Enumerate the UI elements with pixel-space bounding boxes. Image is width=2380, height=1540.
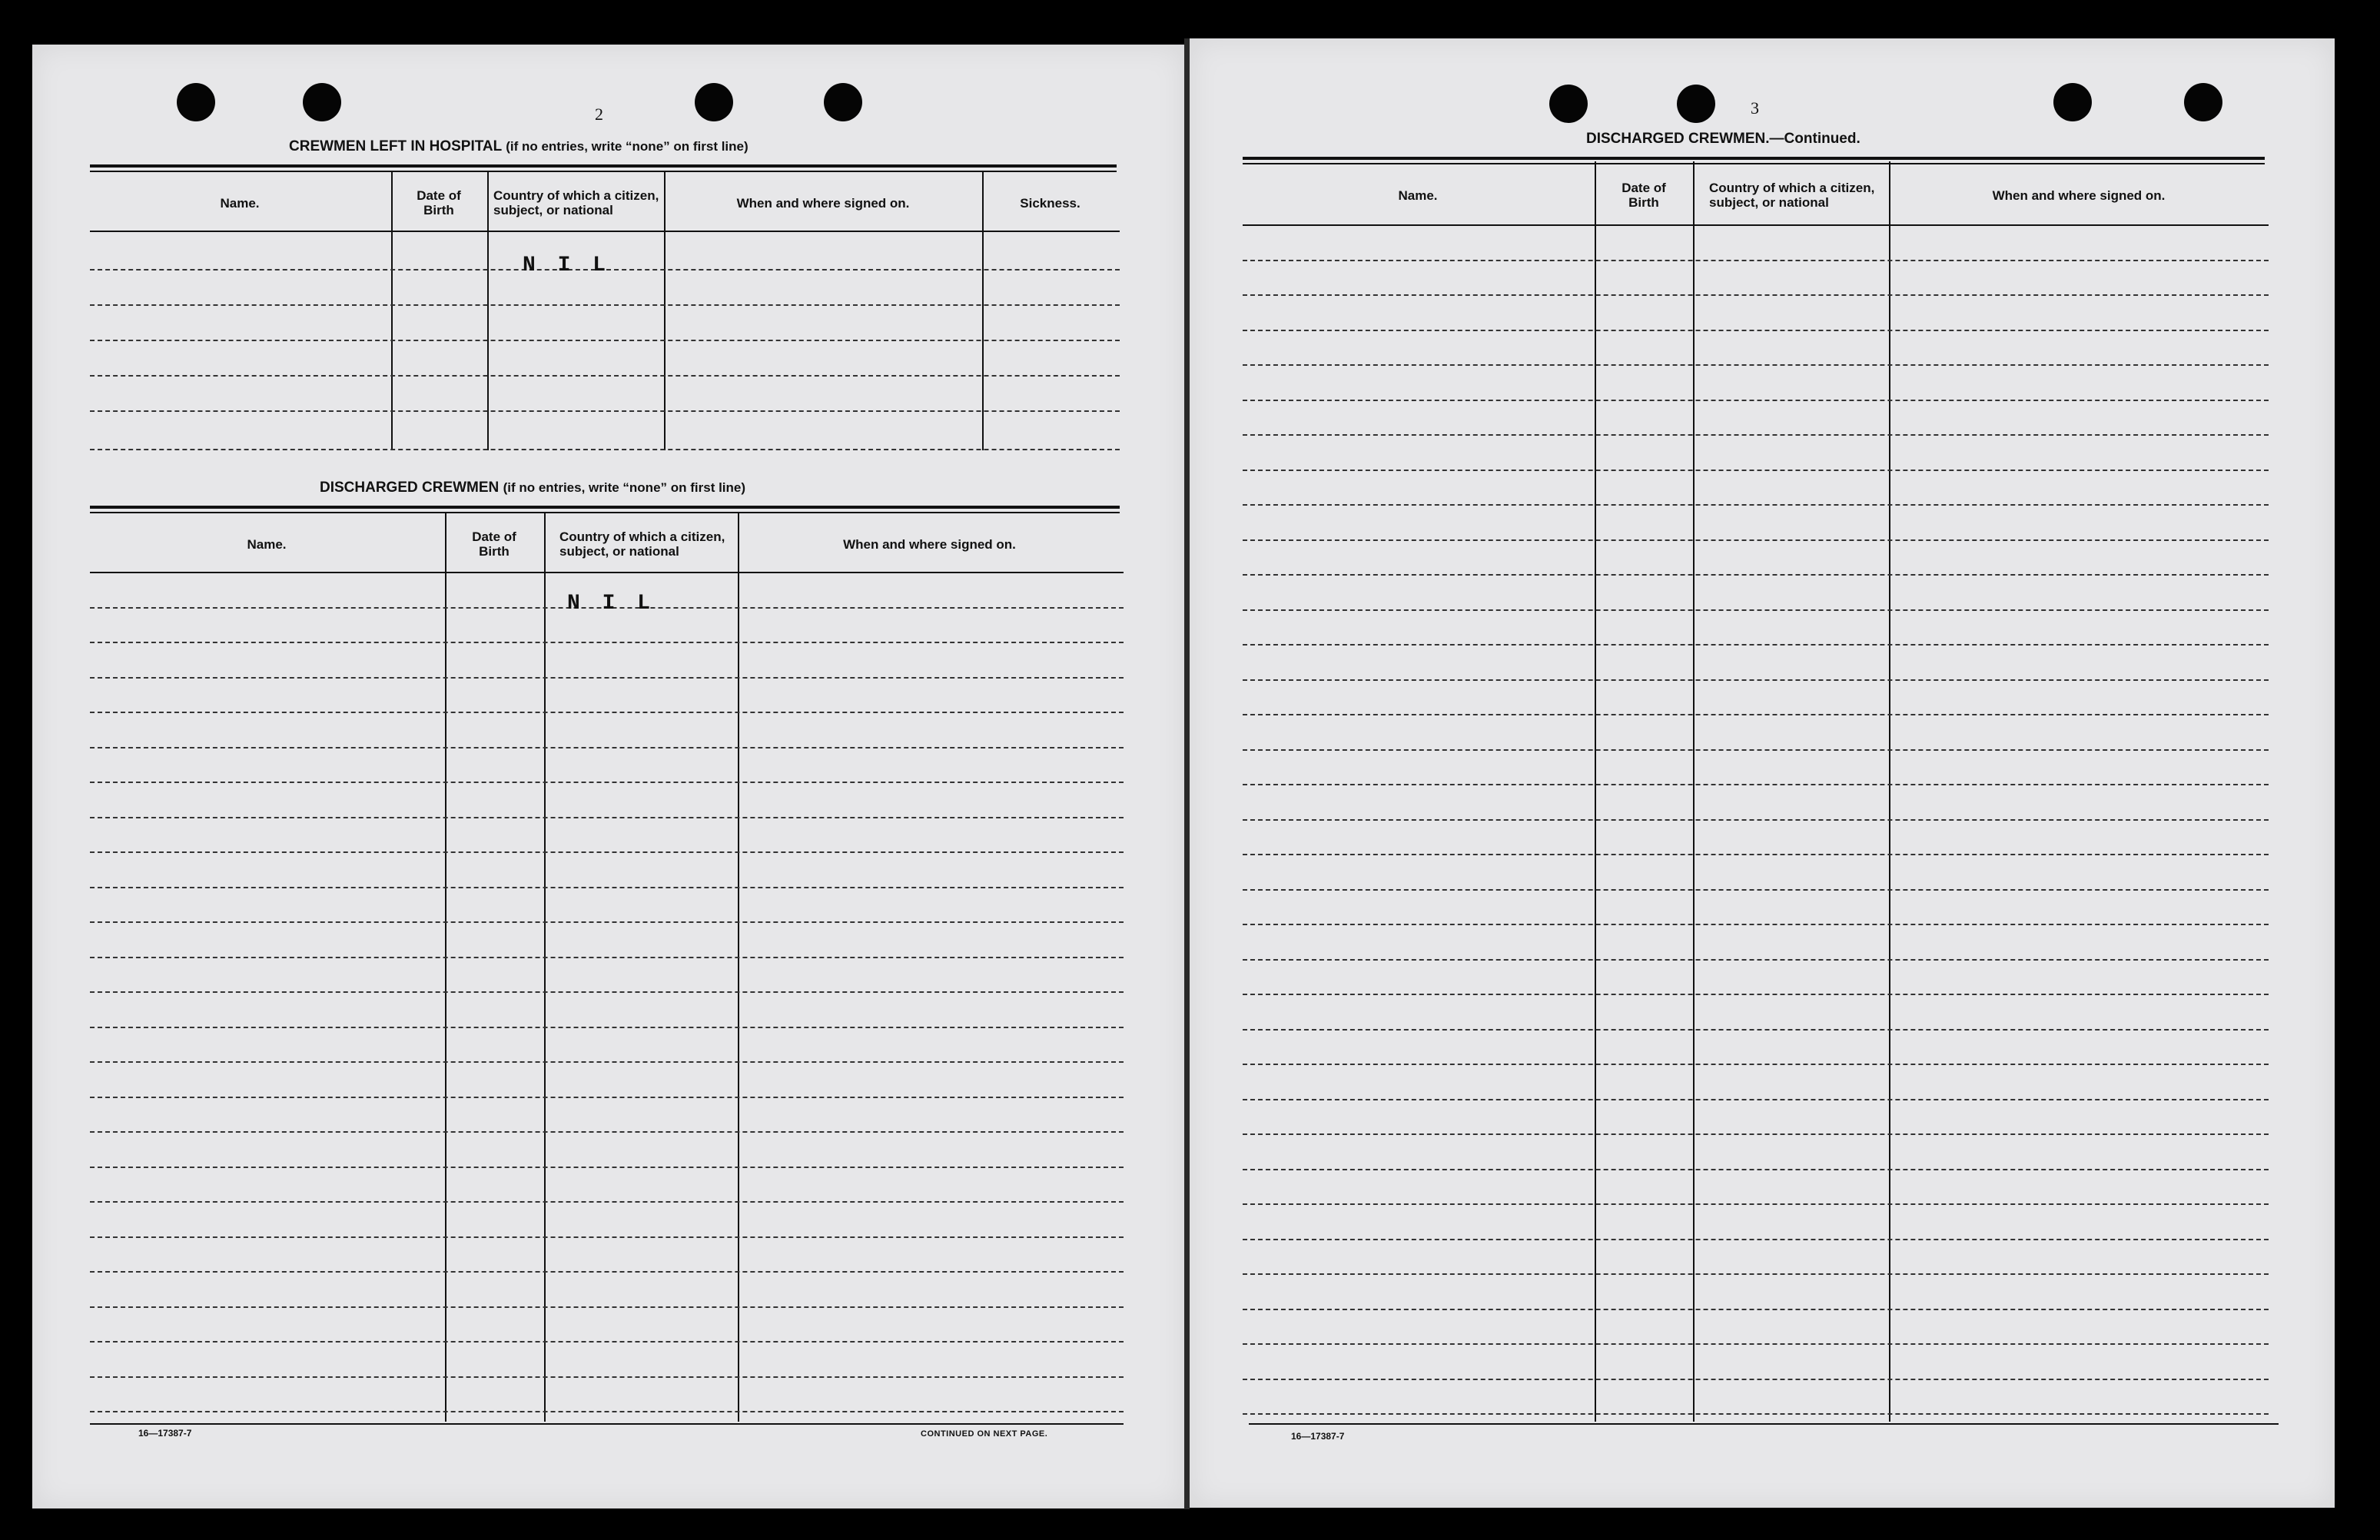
punch-hole — [2053, 83, 2092, 121]
discharged-entry-lines — [90, 572, 1124, 1432]
column-header: Country of which a citizen, subject, or national — [559, 529, 725, 559]
entry-line — [90, 1341, 1124, 1343]
column-header: Country of which a citizen, subject, or national — [1709, 181, 1875, 210]
column-header: Date of Birth — [472, 529, 516, 559]
page-fold — [1184, 38, 1190, 1509]
entry-line — [1243, 714, 2269, 715]
punch-hole — [1549, 85, 1588, 123]
column-header: Date of Birth — [417, 188, 461, 217]
punch-hole — [1677, 85, 1715, 123]
discharged-section-title: DISCHARGED CREWMEN (if no entries, write “none” on first line) — [320, 480, 746, 496]
entry-line — [90, 1271, 1124, 1273]
entry-line — [90, 1027, 1124, 1028]
table-top-rule — [90, 171, 1117, 172]
entry-line — [90, 887, 1124, 888]
entry-line — [90, 304, 1120, 306]
entry-line — [1243, 644, 2269, 646]
punch-hole — [2184, 83, 2222, 121]
form-number: 16—17387-7 — [1291, 1431, 1345, 1442]
discharged-continued-entry-lines — [1243, 224, 2269, 1423]
column-header: Sickness. — [1020, 195, 1080, 211]
discharged-continued-title: DISCHARGED CREWMEN.—Continued. — [1586, 131, 1861, 147]
entry-line — [90, 1306, 1124, 1308]
continued-note: CONTINUED ON NEXT PAGE. — [921, 1429, 1048, 1439]
entry-line — [1243, 819, 2269, 821]
entry-line — [90, 1236, 1124, 1238]
form-number: 16—17387-7 — [138, 1428, 192, 1439]
entry-line — [1243, 679, 2269, 681]
punch-hole — [824, 83, 862, 121]
entry-line — [1243, 434, 2269, 436]
table-top-rule — [1243, 157, 2265, 160]
entry-line — [1243, 1169, 2269, 1170]
table-top-rule — [1243, 163, 2265, 164]
table-top-rule — [90, 164, 1117, 168]
entry-line — [1243, 1343, 2269, 1345]
entry-line — [1243, 330, 2269, 331]
entry-line — [1243, 924, 2269, 925]
table-top-rule — [90, 506, 1120, 509]
entry-line — [90, 712, 1124, 713]
hospital-nil-entry: N I L — [523, 254, 611, 277]
entry-line — [1243, 504, 2269, 506]
entry-line — [1243, 609, 2269, 611]
entry-line — [90, 375, 1120, 377]
entry-line — [1243, 994, 2269, 995]
entry-line — [1243, 889, 2269, 891]
column-header: Name. — [247, 536, 287, 552]
column-header: Name. — [1398, 188, 1438, 203]
entry-line — [90, 1376, 1124, 1378]
entry-line — [90, 1201, 1124, 1203]
punch-hole — [695, 83, 733, 121]
entry-line — [1243, 749, 2269, 751]
entry-line — [90, 677, 1124, 679]
entry-line — [1243, 1239, 2269, 1240]
column-header: Country of which a citizen, subject, or national — [493, 188, 659, 217]
entry-line — [1243, 364, 2269, 366]
entry-line — [1243, 1029, 2269, 1031]
column-header: When and where signed on. — [843, 536, 1016, 552]
entry-line — [1243, 854, 2269, 855]
entry-line — [1243, 784, 2269, 785]
column-header: When and where signed on. — [736, 195, 910, 211]
entry-line — [1243, 260, 2269, 261]
entry-line — [1243, 400, 2269, 401]
entry-line — [90, 782, 1124, 783]
entry-line — [90, 957, 1124, 958]
entry-line — [90, 449, 1120, 450]
page-number: 2 — [595, 105, 603, 124]
table-bottom-rule — [90, 1423, 1124, 1425]
entry-line — [1243, 1309, 2269, 1310]
punch-hole — [177, 83, 215, 121]
column-header: Date of Birth — [1622, 181, 1666, 210]
column-header: Name. — [220, 195, 260, 211]
page-number: 3 — [1751, 98, 1759, 118]
entry-line — [90, 921, 1124, 923]
entry-line — [1243, 1203, 2269, 1205]
entry-line — [1243, 959, 2269, 961]
entry-line — [90, 642, 1124, 643]
entry-line — [90, 1097, 1124, 1098]
table-bottom-rule — [1249, 1423, 2279, 1425]
entry-line — [90, 1131, 1124, 1133]
entry-line — [1243, 539, 2269, 541]
entry-line — [90, 340, 1120, 341]
entry-line — [1243, 1099, 2269, 1100]
hospital-section-title: CREWMEN LEFT IN HOSPITAL (if no entries, write “none” on first line) — [289, 138, 749, 154]
discharged-nil-entry: N I L — [567, 592, 656, 616]
entry-line — [90, 991, 1124, 993]
entry-line — [1243, 1133, 2269, 1135]
entry-line — [1243, 1273, 2269, 1275]
entry-line — [1243, 294, 2269, 296]
entry-line — [90, 817, 1124, 818]
entry-line — [90, 1167, 1124, 1168]
entry-line — [90, 851, 1124, 853]
table-top-rule — [90, 512, 1120, 513]
entry-line — [90, 410, 1120, 412]
entry-line — [90, 747, 1124, 748]
punch-hole — [303, 83, 341, 121]
entry-line — [90, 1061, 1124, 1063]
entry-line — [1243, 1413, 2269, 1415]
entry-line — [1243, 574, 2269, 576]
entry-line — [1243, 1379, 2269, 1380]
entry-line — [90, 1411, 1124, 1412]
column-header: When and where signed on. — [1992, 188, 2166, 203]
entry-line — [1243, 470, 2269, 471]
entry-line — [1243, 1064, 2269, 1065]
